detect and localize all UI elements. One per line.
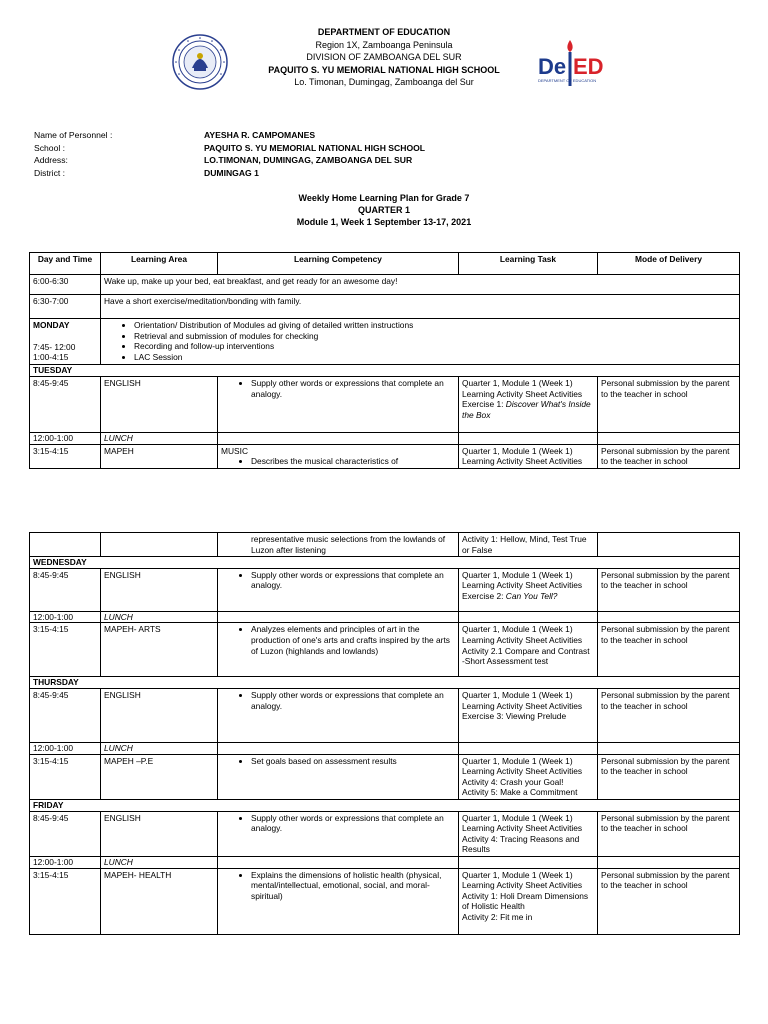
time-cell: 3:15-4:15 [30,868,101,934]
task-text: Exercise 2: [462,590,504,601]
col-learning-task: Learning Task [459,253,598,275]
table-row-lunch [30,433,740,445]
task-text: Quarter 1, Module 1 (Week 1) Learning Activity Sheet Activities [462,812,583,834]
personnel-label: Name of Personnel : [34,130,113,140]
table-row-monday [30,319,740,365]
lunch-cell: LUNCH [101,856,218,868]
col-learning-area: Learning Area [101,253,218,275]
table-row-lunch [30,856,740,868]
task-cell [459,568,598,611]
task-cell [459,868,598,934]
list-item: • Set goals based on assessment results [251,756,455,767]
list-item: • Supply other words or expressions that complete an analogy. [251,813,455,834]
table-row-lunch [30,742,740,754]
task-cell [459,811,598,856]
task-text: Exercise 3: Viewing Prelude [462,711,567,722]
monday-activities [101,319,740,365]
activity-cell: Have a short exercise/meditation/bonding with family. [101,295,740,319]
time-label: 7:45- 12:00 [33,341,76,352]
time-cell: 6:00-6:30 [30,275,101,295]
task-cell [459,377,598,433]
mode-cell: Personal submission by the parent to the teacher in school [598,754,740,799]
competency-cell [218,754,459,799]
time-label: 1:00-4:15 [33,352,69,363]
task-cell [459,754,598,799]
school-address: Lo. Timonan, Dumingag, Zamboanga del Sur [294,77,474,87]
mode-cell: Personal submission by the parent to the teacher in school [598,623,740,677]
area-cell: ENGLISH [101,688,218,742]
table-row [30,811,740,856]
competency-cell [218,568,459,611]
table-row [30,754,740,799]
col-learning-competency: Learning Competency [218,253,459,275]
time-cell: 3:15-4:15 [30,623,101,677]
task-cell [459,623,598,677]
col-mode-delivery: Mode of Delivery [598,253,740,275]
competency-cell [218,377,459,433]
division: DIVISION OF ZAMBOANGA DEL SUR [306,52,462,62]
task-text: Activity 5: Make a Commitment [462,787,578,798]
learning-plan-table-2 [29,532,740,935]
list-item: • Retrieval and submission of modules for checking [134,331,736,342]
mode-cell: Personal submission by the parent to the teacher in school [598,377,740,433]
competency-cell [218,868,459,934]
task-text: Activity 4: Tracing Reasons and Results [462,833,580,855]
task-text: Activity 2: Fit me in [462,911,533,922]
competency-cell [218,623,459,677]
competency-cell: representative music selections from the lowlands of Luzon after listening [218,533,459,557]
list-item: • Supply other words or expressions that complete an analogy. [251,378,455,399]
task-cell: Quarter 1, Module 1 (Week 1) Learning Activity Sheet Activities [459,444,598,468]
area-cell: MAPEH –P.E [101,754,218,799]
district-value: DUMINGAG 1 [204,167,259,178]
deped-logo-sub: DEPARTMENT OF EDUCATION [538,78,597,83]
table-row [30,295,740,319]
personnel-info [34,129,425,179]
mode-cell: Personal submission by the parent to the teacher in school [598,811,740,856]
list-item: • Recording and follow-up interventions [134,341,736,352]
learning-plan-table-1 [29,252,740,469]
time-cell: 8:45-9:45 [30,377,101,433]
table-row [30,623,740,677]
competency-cell [218,688,459,742]
list-item: • Describes the musical characteristics of [251,456,455,467]
task-text: Activity 1: Holi Dream Dimensions of Holistic Health [462,890,589,912]
table-row [30,444,740,468]
time-cell: 8:45-9:45 [30,811,101,856]
task-text: Quarter 1, Module 1 (Week 1) Learning Activity Sheet Activities [462,689,583,711]
area-cell: ENGLISH [101,568,218,611]
area-cell: ENGLISH [101,377,218,433]
competency-cell [218,811,459,856]
time-cell: 12:00-1:00 [30,611,101,623]
letterhead [0,26,768,89]
task-text: Quarter 1, Module 1 (Week 1) Learning Activity Sheet Activities [462,569,583,591]
mode-cell: Personal submission by the parent to the teacher in school [598,688,740,742]
table-row [30,568,740,611]
table-row [30,688,740,742]
deped-torch-icon [536,34,616,90]
region: Region 1X, Zamboanga Peninsula [315,39,453,50]
task-text: Discover What's Inside the Box [462,399,591,420]
address-value: LO.TIMONAN, DUMINGAG, ZAMBOANGA DEL SUR [204,155,413,165]
area-cell: MAPEH [101,444,218,468]
plan-title-line: Weekly Home Learning Plan for Grade 7 [298,193,470,203]
table-row [30,377,740,433]
time-cell: 12:00-1:00 [30,856,101,868]
day-row-friday [30,799,740,811]
list-item: • Analyzes elements and principles of art in the production of one's arts and crafts inspired by the arts of Luzon (highlands and lowlands) [251,624,455,656]
time-cell: 12:00-1:00 [30,742,101,754]
day-row-thursday [30,677,740,689]
area-cell: MAPEH- ARTS [101,623,218,677]
dept-name: DEPARTMENT OF EDUCATION [317,27,451,37]
list-item: • Supply other words or expressions that complete an analogy. [251,690,455,711]
area-cell: ENGLISH [101,811,218,856]
task-text: Quarter 1, Module 1 (Week 1) Learning Activity Sheet Activities [462,624,583,645]
time-cell: 3:15-4:15 [30,444,101,468]
competency-cell [218,444,459,468]
task-text: Exercise 1: [462,399,504,410]
task-text: Activity 4: Crash your Goal! [462,776,564,787]
school-name: PAQUITO S. YU MEMORIAL NATIONAL HIGH SCHOOL [268,64,500,75]
day-label: FRIDAY [30,799,740,811]
time-cell: 12:00-1:00 [30,433,101,445]
area-cell: MAPEH- HEALTH [101,868,218,934]
district-label: District : [34,167,66,178]
list-item: • Explains the dimensions of holistic health (physical, mental/intellectual, emotional, social, and moral-spiritual) [251,870,455,902]
day-row-wednesday [30,557,740,569]
address-label: Address: [34,155,68,165]
time-cell: 8:45-9:45 [30,568,101,611]
day-row-tuesday [30,365,740,377]
list-item: • LAC Session [134,352,736,363]
table-row [30,533,740,557]
day-label: MONDAY [33,320,70,330]
day-label: THURSDAY [30,677,740,689]
plan-module: Module 1, Week 1 September 13-17, 2021 [296,217,472,227]
personnel-value: AYESHA R. CAMPOMANES [204,130,316,140]
lunch-cell: LUNCH [101,611,218,623]
table-row [30,275,740,295]
lunch-cell: LUNCH [101,433,218,445]
subject-head: MUSIC [221,445,248,456]
task-text: Quarter 1, Module 1 (Week 1) Learning Activity Sheet Activities [462,378,583,399]
page-gap [0,478,768,522]
page-1 [0,0,768,478]
day-label: WEDNESDAY [30,557,740,569]
col-day-time: Day and Time [30,253,101,275]
task-text: Can You Tell? [505,590,558,601]
deped-logo-left: De [538,54,567,79]
deped-logo [536,34,616,90]
time-cell: 8:45-9:45 [30,688,101,742]
activity-cell: Wake up, make up your bed, eat breakfast, and get ready for an awesome day! [101,275,740,295]
mode-cell: Personal submission by the parent to the teacher in school [598,868,740,934]
lunch-cell: LUNCH [101,742,218,754]
page-2 [0,522,768,1024]
day-label: TUESDAY [30,365,740,377]
mode-cell: Personal submission by the parent to the teacher in school [598,444,740,468]
table-row-lunch [30,611,740,623]
school-label: School : [34,142,66,153]
time-cell: 6:30-7:00 [30,295,101,319]
task-text: Activity 2.1 Compare and Contrast [462,645,590,656]
plan-quarter: QUARTER 1 [357,205,410,215]
deped-logo-right: ED [573,54,604,79]
table-row [30,868,740,934]
task-text: Quarter 1, Module 1 (Week 1) Learning Activity Sheet Activities [462,755,583,777]
monday-cell [30,319,101,365]
task-text: Quarter 1, Module 1 (Week 1) Learning Activity Sheet Activities [462,869,583,891]
mode-cell: Personal submission by the parent to the teacher in school [598,568,740,611]
task-cell [459,688,598,742]
plan-title [0,192,768,228]
list-item: • Supply other words or expressions that complete an analogy. [251,570,455,591]
task-text: -Short Assessment test [462,656,549,667]
school-value: PAQUITO S. YU MEMORIAL NATIONAL HIGH SCHOOL [204,142,426,153]
list-item: • Orientation/ Distribution of Modules ad giving of detailed written instructions [134,320,736,331]
task-cell: Activity 1: Hellow, Mind, Test True or False [459,533,598,557]
time-cell: 3:15-4:15 [30,754,101,799]
